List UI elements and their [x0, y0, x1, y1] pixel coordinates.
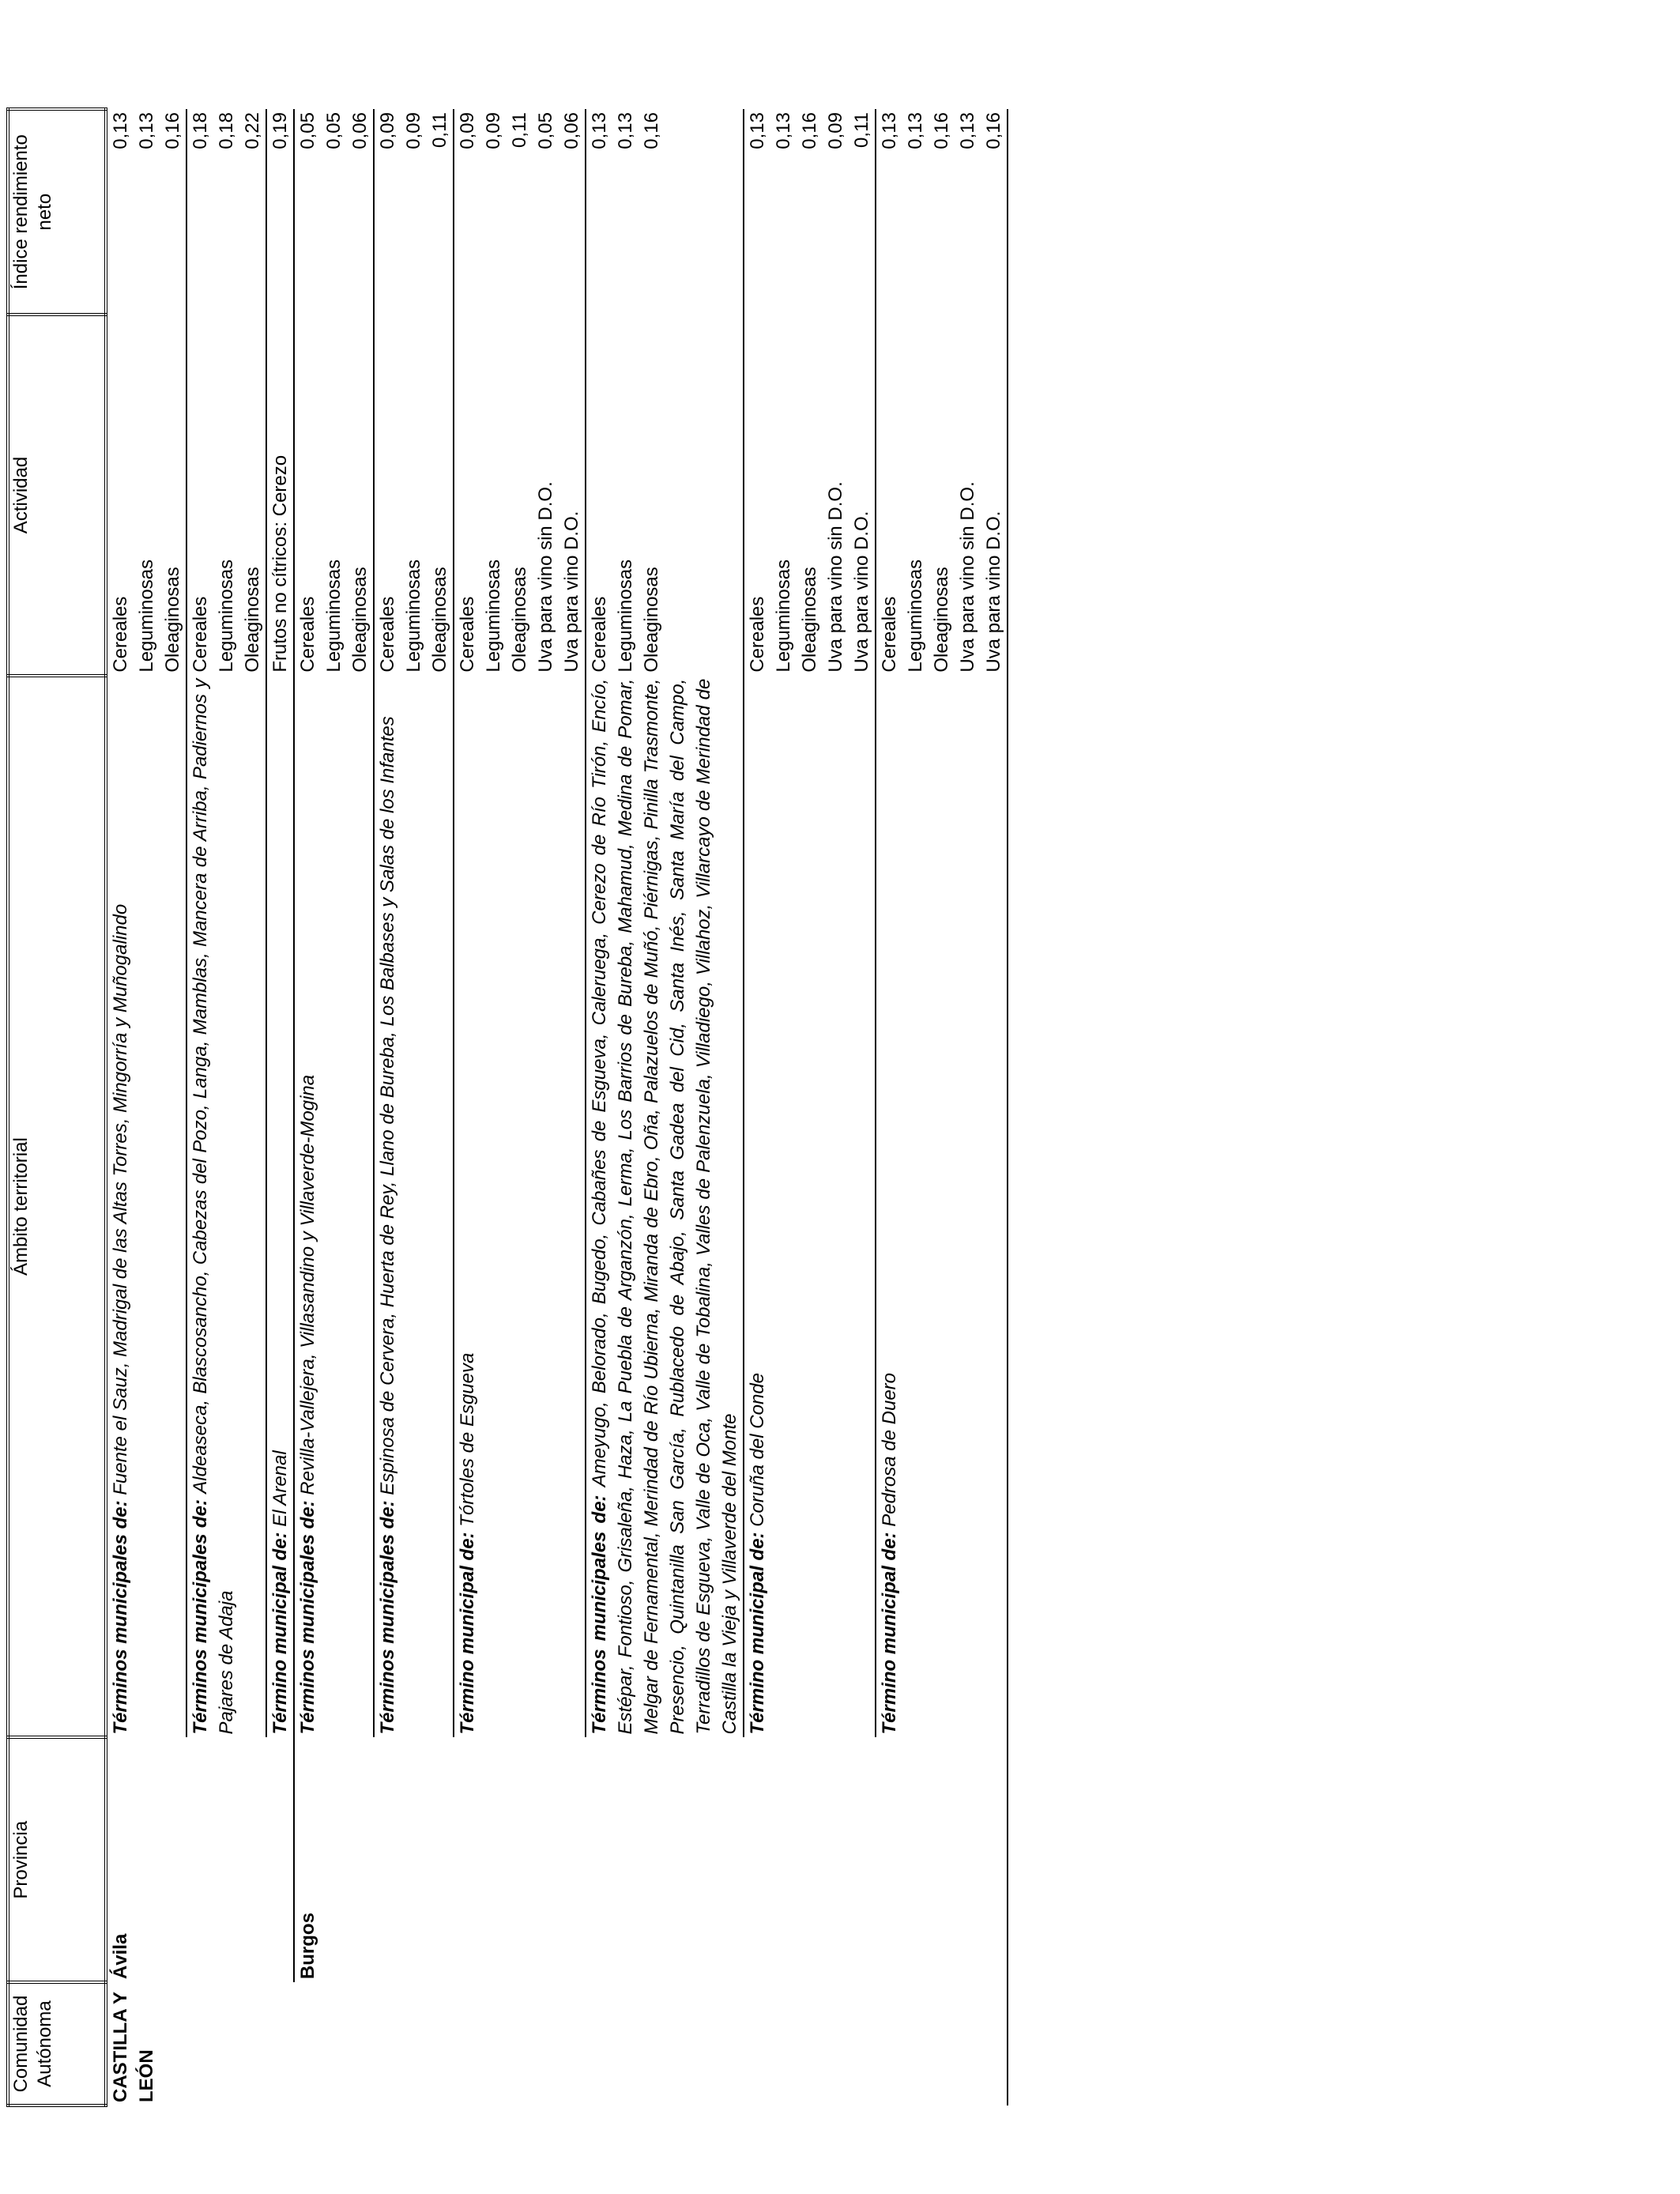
actividad-item: Leguminosas — [615, 559, 636, 673]
indice-value: 0,22 — [242, 112, 263, 149]
rendimiento-table — [6, 107, 1008, 2107]
ambito-cell — [876, 676, 1008, 1738]
actividad-item: Leguminosas — [216, 559, 237, 673]
indice-list — [107, 112, 186, 311]
ambito-label: Término municipal de: — [879, 1532, 900, 1735]
actividad-item: Cereales — [589, 596, 610, 673]
indice-value: 0,16 — [983, 112, 1004, 149]
indice-list — [295, 112, 373, 311]
actividad-item: Uva para vino sin D.O. — [535, 481, 556, 673]
actividad-cell — [186, 315, 266, 675]
actividad-item: Oleaginosas — [242, 567, 263, 673]
ambito-text: Aldeaseca, Blascosancho, Cabezas del Pozo, Langa, Mamblas, Mancera de Arriba, Padiernos y Pajares de Adaja — [190, 678, 237, 1735]
provincia-cell — [744, 1737, 876, 1982]
actividad-list — [586, 318, 665, 672]
actividad-item: Cereales — [457, 596, 478, 673]
actividad-cell — [876, 315, 1008, 675]
indice-cell — [744, 109, 876, 315]
indice-value: 0,13 — [615, 112, 636, 149]
provincia-cell — [266, 1737, 294, 1982]
actividad-item: Cereales — [377, 596, 398, 673]
comunidad-name: CASTILLA Y LEÓN — [110, 1992, 157, 2102]
indice-value: 0,13 — [747, 112, 768, 149]
table-row — [586, 109, 744, 2105]
comunidad-cell — [744, 1982, 876, 2105]
indice-list — [876, 112, 1007, 311]
ambito-text: Revilla-Vallejera, Villasandino y Villaverde-Mogina — [297, 1074, 318, 1495]
indice-value: 0,13 — [879, 112, 900, 149]
indice-list — [267, 112, 293, 311]
ambito-label: Términos municipales de: — [190, 1499, 211, 1735]
actividad-item: Oleaginosas — [641, 567, 662, 673]
indice-value: 0,11 — [851, 112, 872, 148]
ambito-cell — [294, 676, 374, 1738]
actividad-item: Uva para vino D.O. — [983, 511, 1004, 673]
ambito-label: Término municipal de: — [269, 1532, 291, 1735]
actividad-cell — [454, 315, 586, 675]
ambito-cell — [266, 676, 294, 1738]
actividad-item: Cereales — [110, 596, 131, 673]
indice-value: 0,16 — [641, 112, 662, 149]
indice-value: 0,13 — [589, 112, 610, 149]
indice-value: 0,05 — [297, 112, 318, 149]
actividad-item: Leguminosas — [403, 559, 424, 673]
indice-value: 0,16 — [799, 112, 820, 149]
comunidad-cell — [106, 1982, 186, 2105]
actividad-item: Oleaginosas — [429, 567, 450, 673]
provincia-cell — [876, 1737, 1008, 1982]
indice-value: 0,18 — [190, 112, 211, 149]
actividad-list — [744, 318, 875, 672]
comunidad-cell — [186, 1982, 266, 2105]
actividad-item: Leguminosas — [773, 559, 794, 673]
actividad-item: Cereales — [190, 596, 211, 673]
actividad-item: Cereales — [879, 596, 900, 673]
indice-value: 0,09 — [457, 112, 478, 149]
comunidad-cell — [266, 1982, 294, 2105]
actividad-cell — [106, 315, 186, 675]
actividad-item: Oleaginosas — [931, 567, 952, 673]
ambito-text: Ameyugo, Belorado, Bugedo, Cabañes de Esgueva, Caleruega, Cerezo de Río Tirón, Encío, Estépar, Fontioso, Grisaleña, Haza, La Puebla de Arganzón, Lerma, Los Barrios de Bureba, Mahamud, Medina de Pomar, Melgar de Fernamental, Merindad de Río Ubierna, Miranda de Ebro, Oña, Palazuelos de Muñó, Piérnigas, Pinilla Trasmonte, Presencio, Quintanilla San García, Rublacedo de Abajo, Santa Gadea del Cid, Santa Inés, Santa María del Campo, Terradillos de Esgueva, Valle de Oca, Valle de Tobalina, Valles de Palenzuela, Villadiego, Villahoz, Villarcayo de Merindad de Castilla la Vieja y Villaverde del Monte — [589, 678, 740, 1735]
indice-value: 0,13 — [136, 112, 157, 149]
provincia-cell — [454, 1737, 586, 1982]
actividad-list — [876, 318, 1007, 672]
actividad-list — [107, 318, 186, 672]
actividad-item: Leguminosas — [136, 559, 157, 673]
ambito-label: Término municipal de: — [457, 1532, 478, 1735]
actividad-item: Leguminosas — [905, 559, 926, 673]
indice-cell — [586, 109, 744, 315]
indice-value: 0,05 — [535, 112, 556, 149]
actividad-cell — [266, 315, 294, 675]
ambito-cell — [454, 676, 586, 1738]
actividad-item: Oleaginosas — [162, 567, 183, 673]
ambito-text: Espinosa de Cervera, Huerta de Rey, Llano de Bureba, Los Balbases y Salas de los Infantes — [377, 716, 398, 1495]
actividad-cell — [374, 315, 454, 675]
table-row — [186, 109, 266, 2105]
ambito-label: Términos municipales de: — [377, 1500, 398, 1735]
actividad-list — [454, 318, 585, 672]
rotated-page — [6, 107, 1271, 2107]
indice-value: 0,13 — [773, 112, 794, 149]
indice-value: 0,09 — [403, 112, 424, 149]
ambito-cell — [106, 676, 186, 1738]
ambito-cell — [744, 676, 876, 1738]
indice-cell — [106, 109, 186, 315]
actividad-item: Cereales — [297, 596, 318, 673]
table-row — [876, 109, 1008, 2105]
comunidad-cell — [374, 1982, 454, 2105]
actividad-item: Oleaginosas — [349, 567, 371, 673]
provincia-cell — [106, 1737, 186, 1982]
indice-value: 0,05 — [323, 112, 345, 149]
table-row — [106, 109, 186, 2105]
ambito-text: Coruña del Conde — [747, 1372, 768, 1527]
indice-list — [187, 112, 266, 311]
indice-cell — [186, 109, 266, 315]
header-ambito: Ámbito territorial — [8, 676, 106, 1738]
indice-list — [586, 112, 665, 311]
indice-value: 0,13 — [905, 112, 926, 149]
ambito-text: Fuente el Sauz, Madrigal de las Altas Torres, Mingorría y Muñogalindo — [110, 903, 131, 1495]
header-actividad: Actividad — [8, 315, 106, 675]
ambito-label: Término municipal de: — [747, 1532, 768, 1735]
comunidad-cell — [294, 1982, 374, 2105]
indice-value: 0,19 — [269, 112, 291, 149]
indice-value: 0,13 — [110, 112, 131, 149]
actividad-item: Uva para vino sin D.O. — [957, 481, 978, 673]
actividad-item: Oleaginosas — [799, 567, 820, 673]
ambito-label: Términos municipales de: — [297, 1500, 318, 1735]
comunidad-cell — [586, 1982, 744, 2105]
indice-cell — [454, 109, 586, 315]
actividad-item: Uva para vino D.O. — [851, 511, 872, 673]
actividad-cell — [744, 315, 876, 675]
indice-value: 0,16 — [931, 112, 952, 149]
ambito-cell — [186, 676, 266, 1738]
header-row — [8, 109, 106, 2105]
table-row — [266, 109, 294, 2105]
actividad-list — [187, 318, 266, 672]
indice-value: 0,16 — [162, 112, 183, 149]
indice-value: 0,09 — [377, 112, 398, 149]
actividad-cell — [586, 315, 744, 675]
header-comunidad: Comunidad Autónoma — [8, 1982, 106, 2105]
indice-value: 0,09 — [825, 112, 846, 149]
actividad-item: Oleaginosas — [509, 567, 530, 673]
table-row — [294, 109, 374, 2105]
table-body — [106, 109, 1008, 2105]
table-row — [374, 109, 454, 2105]
indice-value: 0,18 — [216, 112, 237, 149]
actividad-item: Leguminosas — [323, 559, 345, 673]
provincia-cell — [186, 1737, 266, 1982]
actividad-item: Leguminosas — [483, 559, 504, 673]
indice-value: 0,13 — [957, 112, 978, 149]
table-row — [744, 109, 876, 2105]
actividad-item: Uva para vino D.O. — [561, 511, 582, 673]
actividad-item: Cereales — [747, 596, 768, 673]
ambito-label: Términos municipales de: — [589, 1495, 610, 1735]
ambito-text: Pedrosa de Duero — [879, 1372, 900, 1527]
indice-list — [375, 112, 453, 311]
header-indice: Índice rendimiento neto — [8, 109, 106, 315]
indice-value: 0,06 — [561, 112, 582, 149]
indice-cell — [294, 109, 374, 315]
indice-cell — [266, 109, 294, 315]
table-row — [454, 109, 586, 2105]
header-provincia: Provincia — [8, 1737, 106, 1982]
provincia-cell — [374, 1737, 454, 1982]
provincia-name: Burgos — [297, 1913, 318, 1980]
ambito-text: Tórtoles de Esgueva — [457, 1352, 478, 1527]
actividad-cell — [294, 315, 374, 675]
ambito-cell — [586, 676, 744, 1738]
comunidad-cell — [876, 1982, 1008, 2105]
provincia-cell — [586, 1737, 744, 1982]
actividad-item: Uva para vino sin D.O. — [825, 481, 846, 673]
provincia-cell — [294, 1737, 374, 1982]
ambito-cell — [374, 676, 454, 1738]
indice-list — [744, 112, 875, 311]
ambito-text: El Arenal — [269, 1450, 291, 1527]
indice-value: 0,09 — [483, 112, 504, 149]
indice-value: 0,06 — [349, 112, 371, 149]
indice-list — [454, 112, 585, 311]
comunidad-cell — [454, 1982, 586, 2105]
indice-value: 0,11 — [509, 112, 530, 148]
provincia-name: Ávila — [110, 1933, 131, 1980]
ambito-label: Términos municipales de: — [110, 1500, 131, 1735]
indice-cell — [876, 109, 1008, 315]
actividad-item: Frutos no cítricos: Cerezo — [269, 454, 291, 673]
actividad-list — [267, 318, 293, 672]
actividad-list — [375, 318, 453, 672]
indice-value: 0,11 — [429, 112, 450, 148]
actividad-list — [295, 318, 373, 672]
indice-cell — [374, 109, 454, 315]
